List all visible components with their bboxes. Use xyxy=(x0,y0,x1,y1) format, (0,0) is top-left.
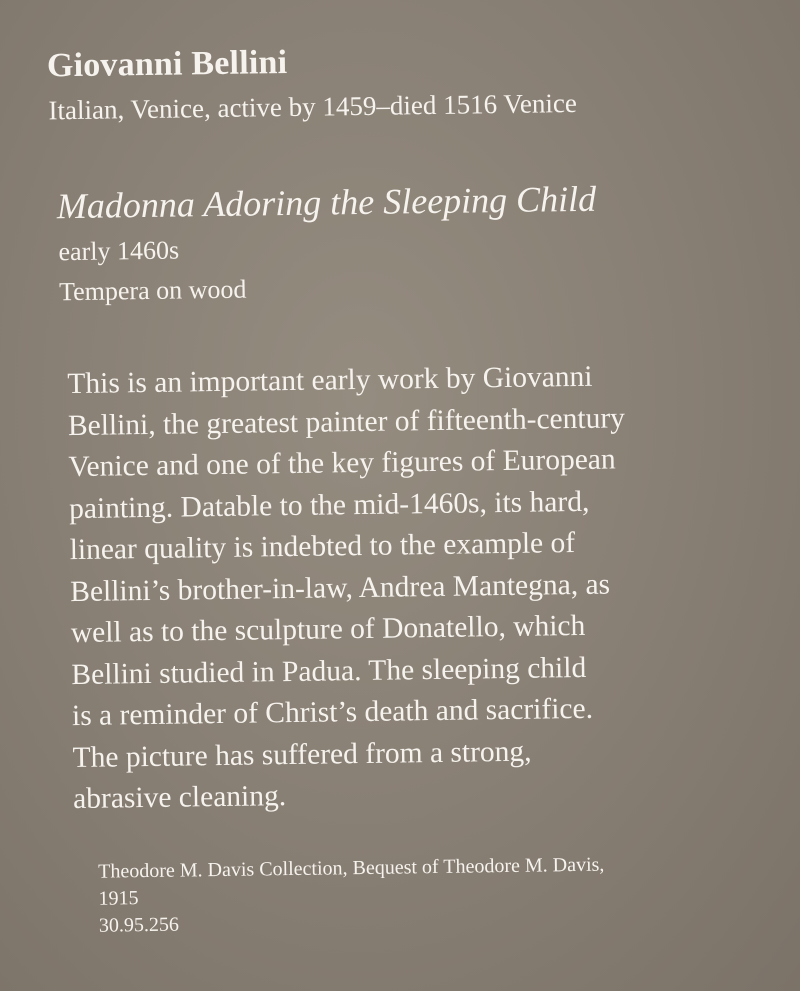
artist-name: Giovanni Bellini xyxy=(46,43,288,85)
description-line: linear quality is indebted to the example of xyxy=(69,527,576,567)
description-line: The picture has suffered from a strong, xyxy=(72,735,532,774)
accession-number: 30.95.256 xyxy=(98,913,180,937)
description-line: is a reminder of Christ’s death and sacrifice. xyxy=(71,692,594,733)
description-line: well as to the sculpture of Donatello, which xyxy=(70,609,586,650)
description-text xyxy=(67,356,630,820)
description-line: abrasive cleaning. xyxy=(72,780,287,816)
artist-bio: Italian, Venice, active by 1459–died 1516 Venice xyxy=(48,87,578,126)
description-line: Bellini’s brother-in-law, Andrea Mantegna, as xyxy=(70,568,611,608)
credit-line-2: 1915 xyxy=(98,887,139,910)
work-medium: Tempera on wood xyxy=(58,274,247,307)
description-line: Venice and one of the key figures of European xyxy=(68,443,616,484)
description-line: Bellini, the greatest painter of fifteenth-century xyxy=(67,401,626,442)
credit-line-1: Theodore M. Davis Collection, Bequest of Theodore M. Davis, xyxy=(98,853,605,883)
credit-line xyxy=(98,852,605,940)
description-line: Bellini studied in Padua. The sleeping child xyxy=(71,651,587,691)
description-line: This is an important early work by Giovanni xyxy=(67,360,593,401)
description-line: painting. Datable to the mid-1460s, its hard, xyxy=(68,485,590,525)
work-date: early 1460s xyxy=(58,235,180,267)
work-title: Madonna Adoring the Sleeping Child xyxy=(56,178,597,227)
